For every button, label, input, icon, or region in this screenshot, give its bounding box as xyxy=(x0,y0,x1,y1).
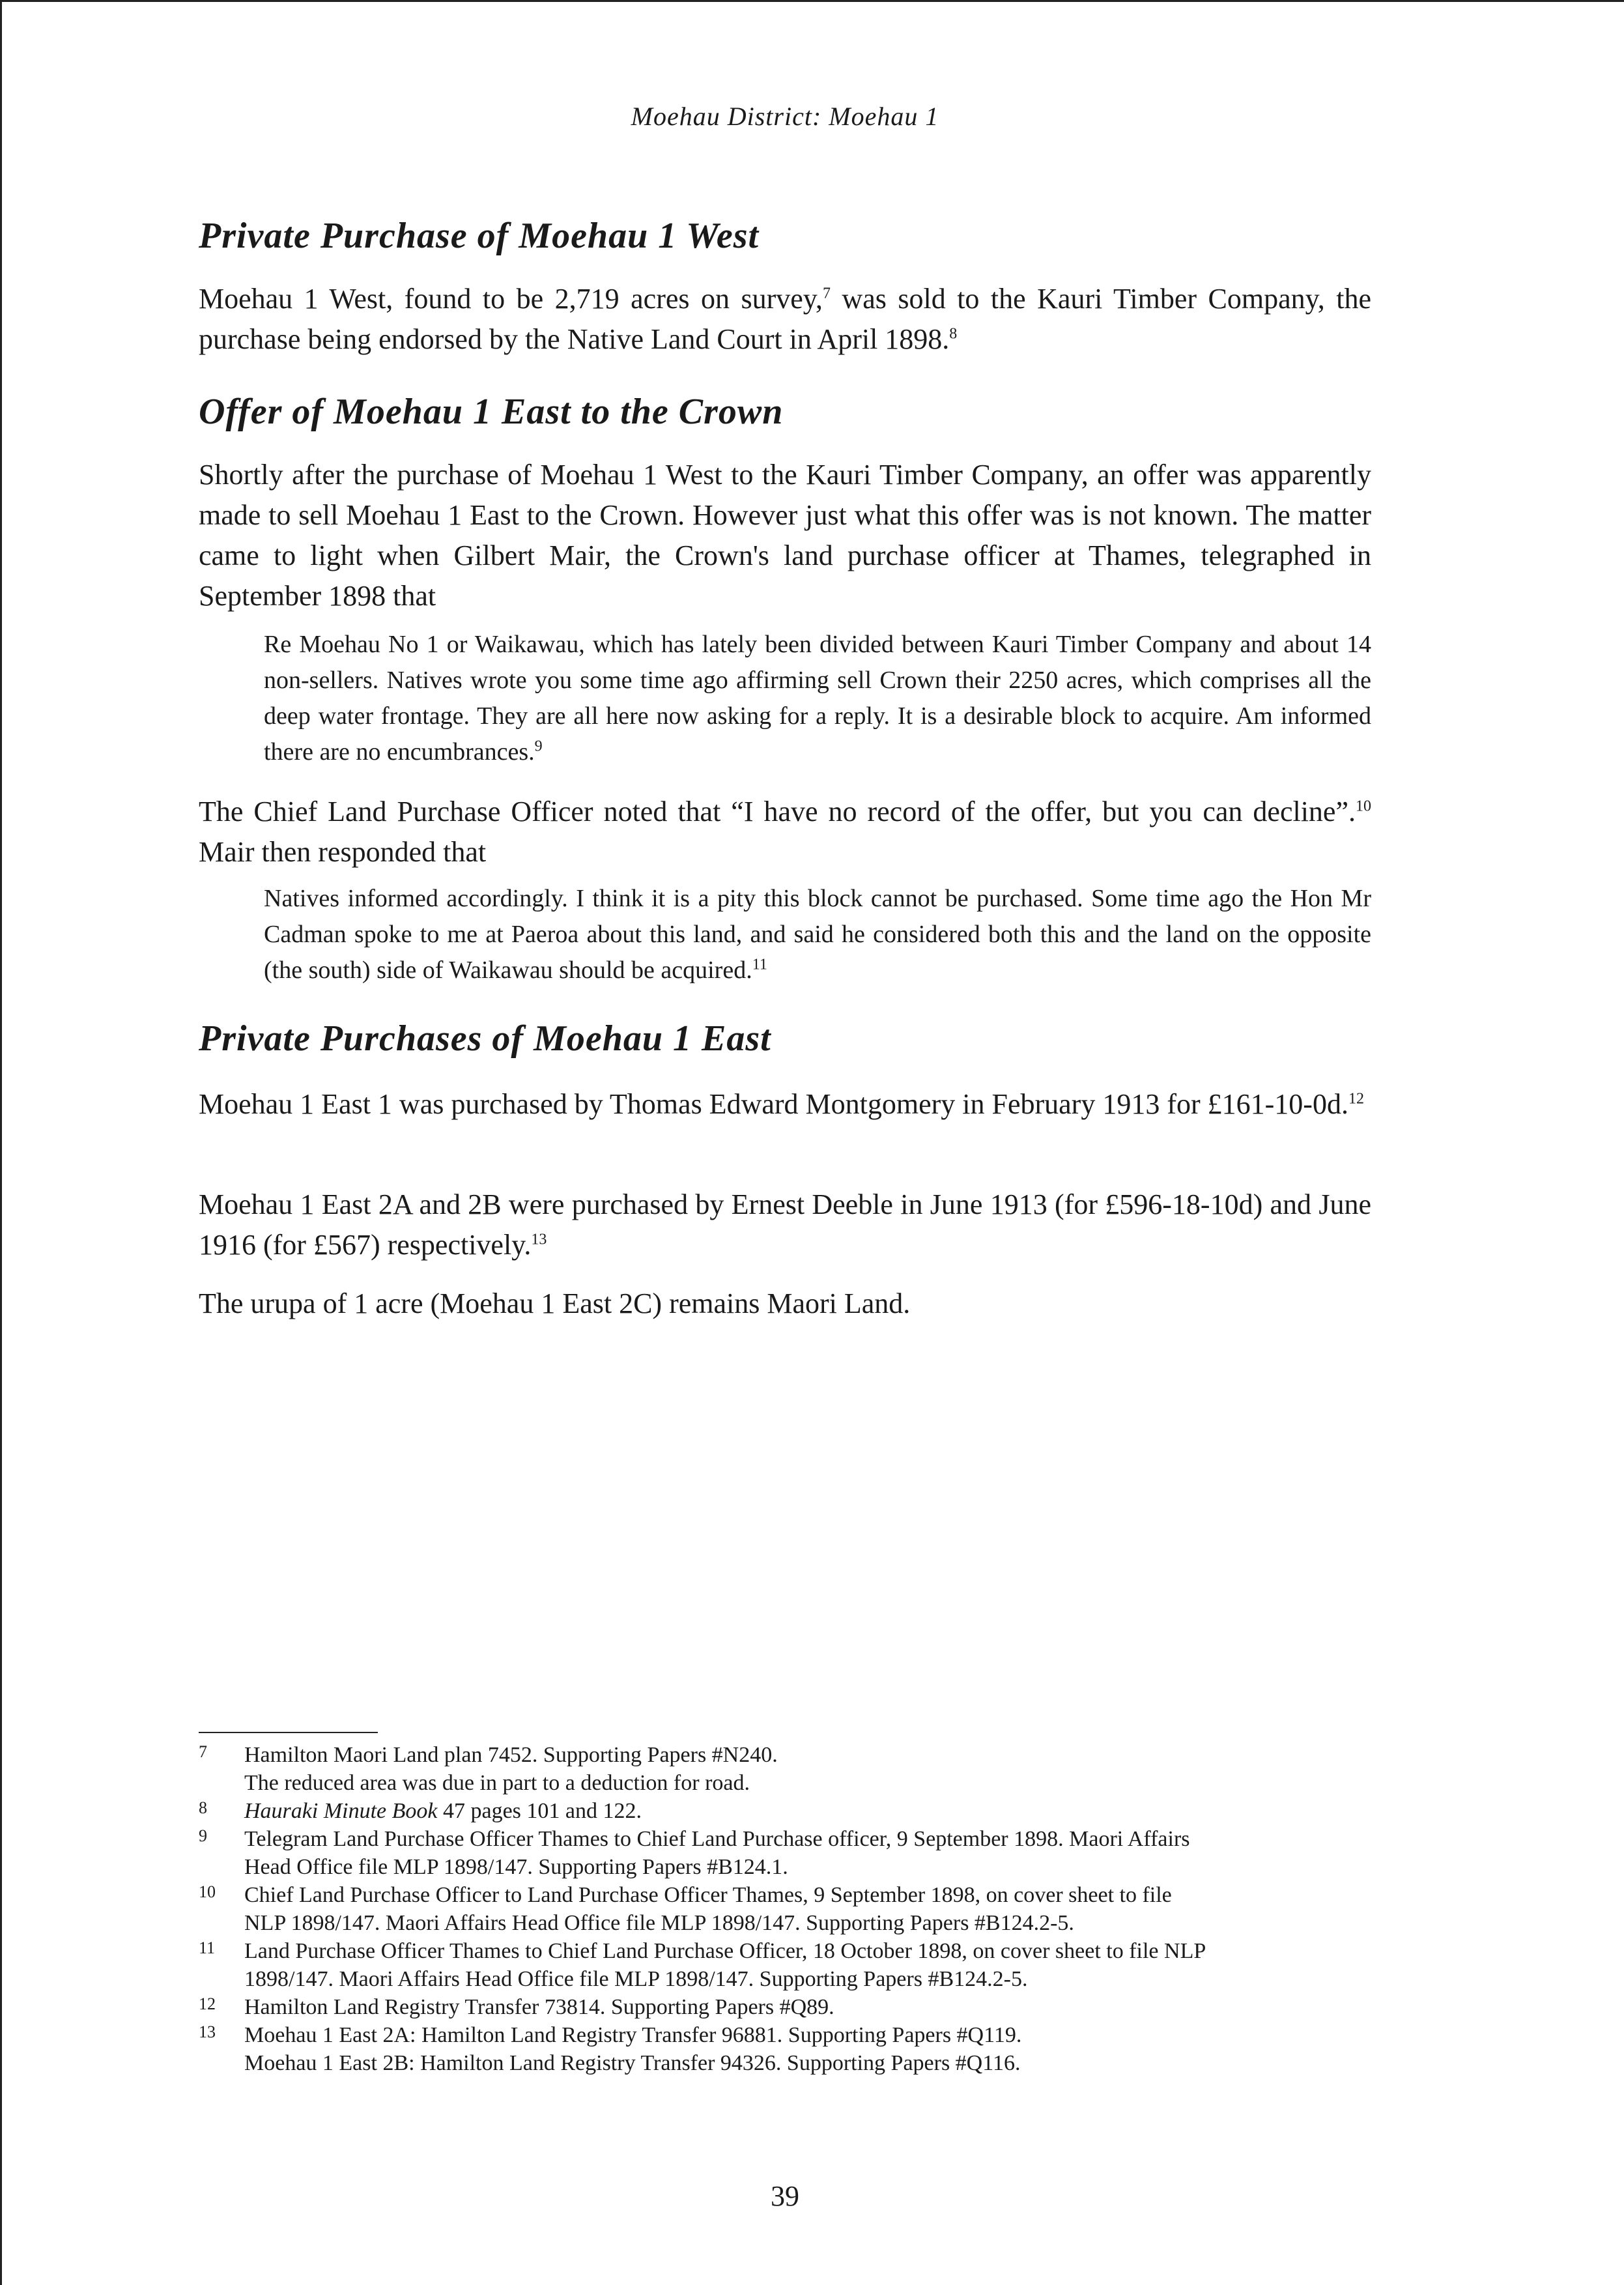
footnote-line: 47 pages 101 and 122. xyxy=(437,1799,642,1823)
paragraph-montgomery-purchase xyxy=(199,1084,1371,1125)
footnote-ref-9[interactable]: 9 xyxy=(534,738,543,755)
page-number: 39 xyxy=(771,2180,799,2212)
footnote-number: 13 xyxy=(199,2022,216,2041)
footnote-11 xyxy=(199,1937,1371,1993)
footnotes xyxy=(199,1741,1371,2077)
footnote-line: 1898/147. Maori Affairs Head Office file MLP 1898/147. Supporting Papers #B124.2-5. xyxy=(244,1967,1028,1991)
scan-top-border xyxy=(0,0,1624,2)
quote-text: Re Moehau No 1 or Waikawau, which has lately been divided between Kauri Timber Company and about 14 non-sellers. Natives wrote you some time ago affirming sell Crown their 2250 acres, which comprises all the deep water frontage. They are all here now asking for a reply. It is a desirable block to acquire. Am informed there are no encumbrances. xyxy=(264,631,1371,766)
blockquote-mair-response xyxy=(264,881,1371,988)
footnote-text xyxy=(244,1881,1371,1937)
footnote-number: 8 xyxy=(199,1798,207,1817)
footnote-8 xyxy=(199,1797,1371,1825)
paragraph-text: The Chief Land Purchase Officer noted that “I have no record of the offer, but you can decline”. xyxy=(199,796,1356,827)
footnote-number: 9 xyxy=(199,1826,207,1845)
footnote-ref-12[interactable]: 12 xyxy=(1348,1090,1364,1108)
paragraph-text: was sold to the Kauri Timber Company, the purchase being endorsed by the Native Land Court in April 1898. xyxy=(199,283,1371,355)
footnote-line: Moehau 1 East 2A: Hamilton Land Registry Transfer 96881. Supporting Papers #Q119. xyxy=(244,2023,1022,2047)
footnote-12 xyxy=(199,1993,1371,2021)
footnote-line: The reduced area was due in part to a deduction for road. xyxy=(244,1771,750,1795)
footnote-source-title: Hauraki Minute Book xyxy=(244,1799,438,1823)
footnote-number: 11 xyxy=(199,1938,216,1957)
paragraph-offer-background: Shortly after the purchase of Moehau 1 West to the Kauri Timber Company, an offer was apparently made to sell Moehau 1 East to the Crown. However just what this offer was is not known. The matter came to light when Gilbert Mair, the Crown's land purchase officer at Thames, telegraphed in September 1898 that xyxy=(199,459,1371,612)
paragraph-moehau-west-sale xyxy=(199,279,1371,360)
footnote-line: Moehau 1 East 2B: Hamilton Land Registry Transfer 94326. Supporting Papers #Q116. xyxy=(244,2051,1021,2075)
footnote-text xyxy=(244,1825,1371,1881)
footnote-line: Land Purchase Officer Thames to Chief Land Purchase Officer, 18 October 1898, on cover sheet to file NLP xyxy=(244,1939,1206,1963)
section-heading-offer-to-crown: Offer of Moehau 1 East to the Crown xyxy=(199,392,784,432)
paragraph-text: Moehau 1 East 1 was purchased by Thomas Edward Montgomery in February 1913 for £161-10-0d. xyxy=(199,1088,1348,1120)
footnote-ref-8[interactable]: 8 xyxy=(949,325,958,343)
quote-text: Natives informed accordingly. I think it is a pity this block cannot be purchased. Some time ago the Hon Mr Cadman spoke to me at Paeroa about this land, and said he considered both this and the land on the opposite (the south) side of Waikawau should be acquired. xyxy=(264,885,1371,984)
paragraph-urupa: The urupa of 1 acre (Moehau 1 East 2C) remains Maori Land. xyxy=(199,1287,911,1319)
footnote-text xyxy=(244,1937,1371,1993)
footnote-line: Hamilton Maori Land plan 7452. Supporting Papers #N240. xyxy=(244,1743,778,1767)
footnote-text xyxy=(244,1993,1371,2021)
footnote-line: Telegram Land Purchase Officer Thames to Chief Land Purchase officer, 9 September 1898. Maori Affairs xyxy=(244,1827,1190,1851)
footnote-13 xyxy=(199,2021,1371,2077)
footnote-line: Head Office file MLP 1898/147. Supporting Papers #B124.1. xyxy=(244,1855,788,1879)
footnote-9 xyxy=(199,1825,1371,1881)
paragraph-text: Moehau 1 East 2A and 2B were purchased by Ernest Deeble in June 1913 (for £596-18-10d) and June 1916 (for £567) respectively. xyxy=(199,1188,1371,1261)
section-heading-private-purchases-east: Private Purchases of Moehau 1 East xyxy=(199,1018,771,1059)
footnote-7 xyxy=(199,1741,1371,1797)
footnote-text xyxy=(244,1741,1371,1797)
scan-left-border xyxy=(0,0,2,2285)
footnote-number: 7 xyxy=(199,1742,207,1761)
blockquote-mair-telegram xyxy=(264,627,1371,770)
footnote-number: 10 xyxy=(199,1882,216,1901)
paragraph-deeble-purchase xyxy=(199,1185,1371,1265)
footnote-line: Hamilton Land Registry Transfer 73814. Supporting Papers #Q89. xyxy=(244,1995,834,2019)
footnote-number: 12 xyxy=(199,1994,216,2013)
running-head: Moehau District: Moehau 1 xyxy=(631,102,939,131)
footnote-rule xyxy=(199,1732,378,1733)
footnote-text xyxy=(244,1797,1371,1825)
footnote-line: NLP 1898/147. Maori Affairs Head Office file MLP 1898/147. Supporting Papers #B124.2-5. xyxy=(244,1911,1074,1935)
footnote-ref-7[interactable]: 7 xyxy=(822,285,831,302)
footnote-ref-13[interactable]: 13 xyxy=(531,1231,547,1248)
footnote-10 xyxy=(199,1881,1371,1937)
section-heading-private-purchase-west: Private Purchase of Moehau 1 West xyxy=(199,216,760,256)
footnote-text xyxy=(244,2021,1371,2077)
paragraph-text: Mair then responded that xyxy=(199,836,487,868)
paragraph-text: Moehau 1 West, found to be 2,719 acres on survey, xyxy=(199,283,823,315)
footnote-ref-11[interactable]: 11 xyxy=(752,956,767,973)
footnote-ref-10[interactable]: 10 xyxy=(1356,798,1371,815)
footnote-line: Chief Land Purchase Officer to Land Purchase Officer Thames, 9 September 1898, on cover sheet to file xyxy=(244,1883,1172,1907)
paragraph-chief-officer-reply xyxy=(199,792,1371,872)
